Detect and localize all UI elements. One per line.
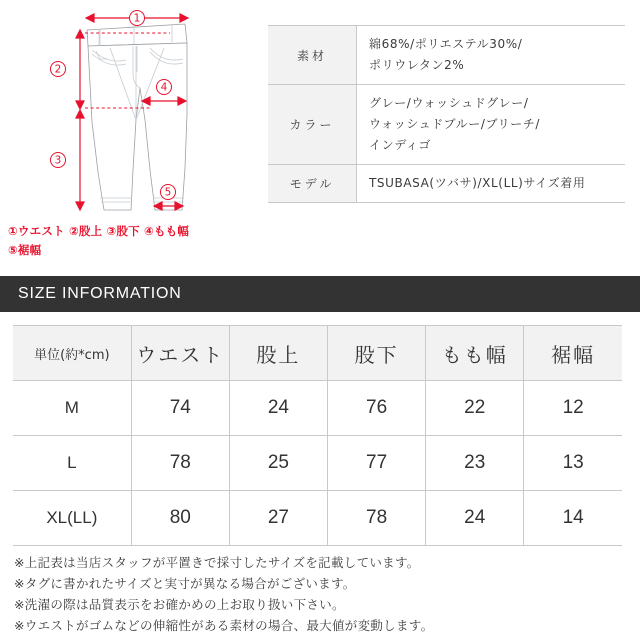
size-table-header-inseam: 股下 [328,326,426,381]
size-chart-table [13,325,622,546]
size-information-title: SIZE INFORMATION [18,285,182,302]
size-cell-name-l: L [13,436,131,491]
size-footnotes [14,552,634,636]
size-cell-name-m: M [13,381,131,436]
table-row [13,491,622,546]
diagram-legend-line-2: ⑤裾幅 [8,243,42,257]
spec-label-material: 素材 [268,26,357,85]
size-cell-waist-xl: 80 [131,491,229,546]
size-cell-hem-m: 12 [524,381,622,436]
size-cell-inseam-xl: 78 [328,491,426,546]
size-cell-thigh-m: 22 [426,381,524,436]
spec-value-color [357,85,626,165]
size-table-header-rise: 股上 [229,326,327,381]
spec-value-model [357,165,626,203]
size-cell-rise-m: 24 [229,381,327,436]
marker-1: 1 [133,12,141,25]
spec-value-color-line-1: グレー/ウォッシュドグレー/ [369,96,529,110]
table-row [13,436,622,491]
size-cell-thigh-xl: 24 [426,491,524,546]
size-cell-hem-l: 13 [524,436,622,491]
spec-value-material-line-2: ポリウレタン2% [369,58,465,72]
marker-4: 4 [160,81,168,94]
footnote-2: ※タグに書かれたサイズと実寸が異なる場合がございます。 [14,576,356,591]
size-cell-thigh-l: 23 [426,436,524,491]
footnote-3: ※洗濯の際は品質表示をお確かめの上お取り扱い下さい。 [14,597,345,612]
size-cell-inseam-m: 76 [328,381,426,436]
marker-5: 5 [164,186,172,199]
size-cell-inseam-l: 77 [328,436,426,491]
size-cell-hem-xl: 14 [524,491,622,546]
product-spec-section [0,0,640,270]
size-cell-waist-l: 78 [131,436,229,491]
size-cell-waist-m: 74 [131,381,229,436]
table-row [13,381,622,436]
spec-value-material [357,26,626,85]
spec-row-color [268,85,625,165]
size-cell-name-xl: XL(LL) [13,491,131,546]
size-cell-rise-xl: 27 [229,491,327,546]
size-table-header-unit: 単位(約*cm) [13,326,131,381]
diagram-legend-line-1: ①ウエスト ②股上 ③股下 ④もも幅 [8,224,190,238]
spec-label-color: カラー [268,85,357,165]
spec-value-color-line-2: ウォッシュドブルー/ブリーチ/ [369,117,541,131]
spec-value-material-line-1: 綿68%/ポリエステル30%/ [369,37,523,51]
marker-2: 2 [54,63,62,76]
spec-label-model: モデル [268,165,357,203]
spec-value-color-line-3: インディゴ [369,138,432,152]
product-spec-table [268,25,625,203]
spec-row-model [268,165,625,203]
measurement-diagram-panel [0,0,264,270]
size-cell-rise-l: 25 [229,436,327,491]
size-table-header-thigh: もも幅 [426,326,524,381]
size-table-header-hem: 裾幅 [524,326,622,381]
footnote-4: ※ウエストがゴムなどの伸縮性がある素材の場合、最大値が変動します。 [14,618,434,633]
spec-value-model-line-1: TSUBASA(ツバサ)/XL(LL)サイズ着用 [369,176,586,190]
marker-3: 3 [54,154,62,167]
size-table-header-row [13,326,622,381]
pants-measurement-diagram-icon [0,2,264,224]
size-information-banner [0,276,640,312]
footnote-1: ※上記表は当店スタッフが平置きで採寸したサイズを記載しています。 [14,555,420,570]
diagram-legend [8,222,264,260]
size-table-header-waist: ウエスト [131,326,229,381]
spec-row-material [268,26,625,85]
